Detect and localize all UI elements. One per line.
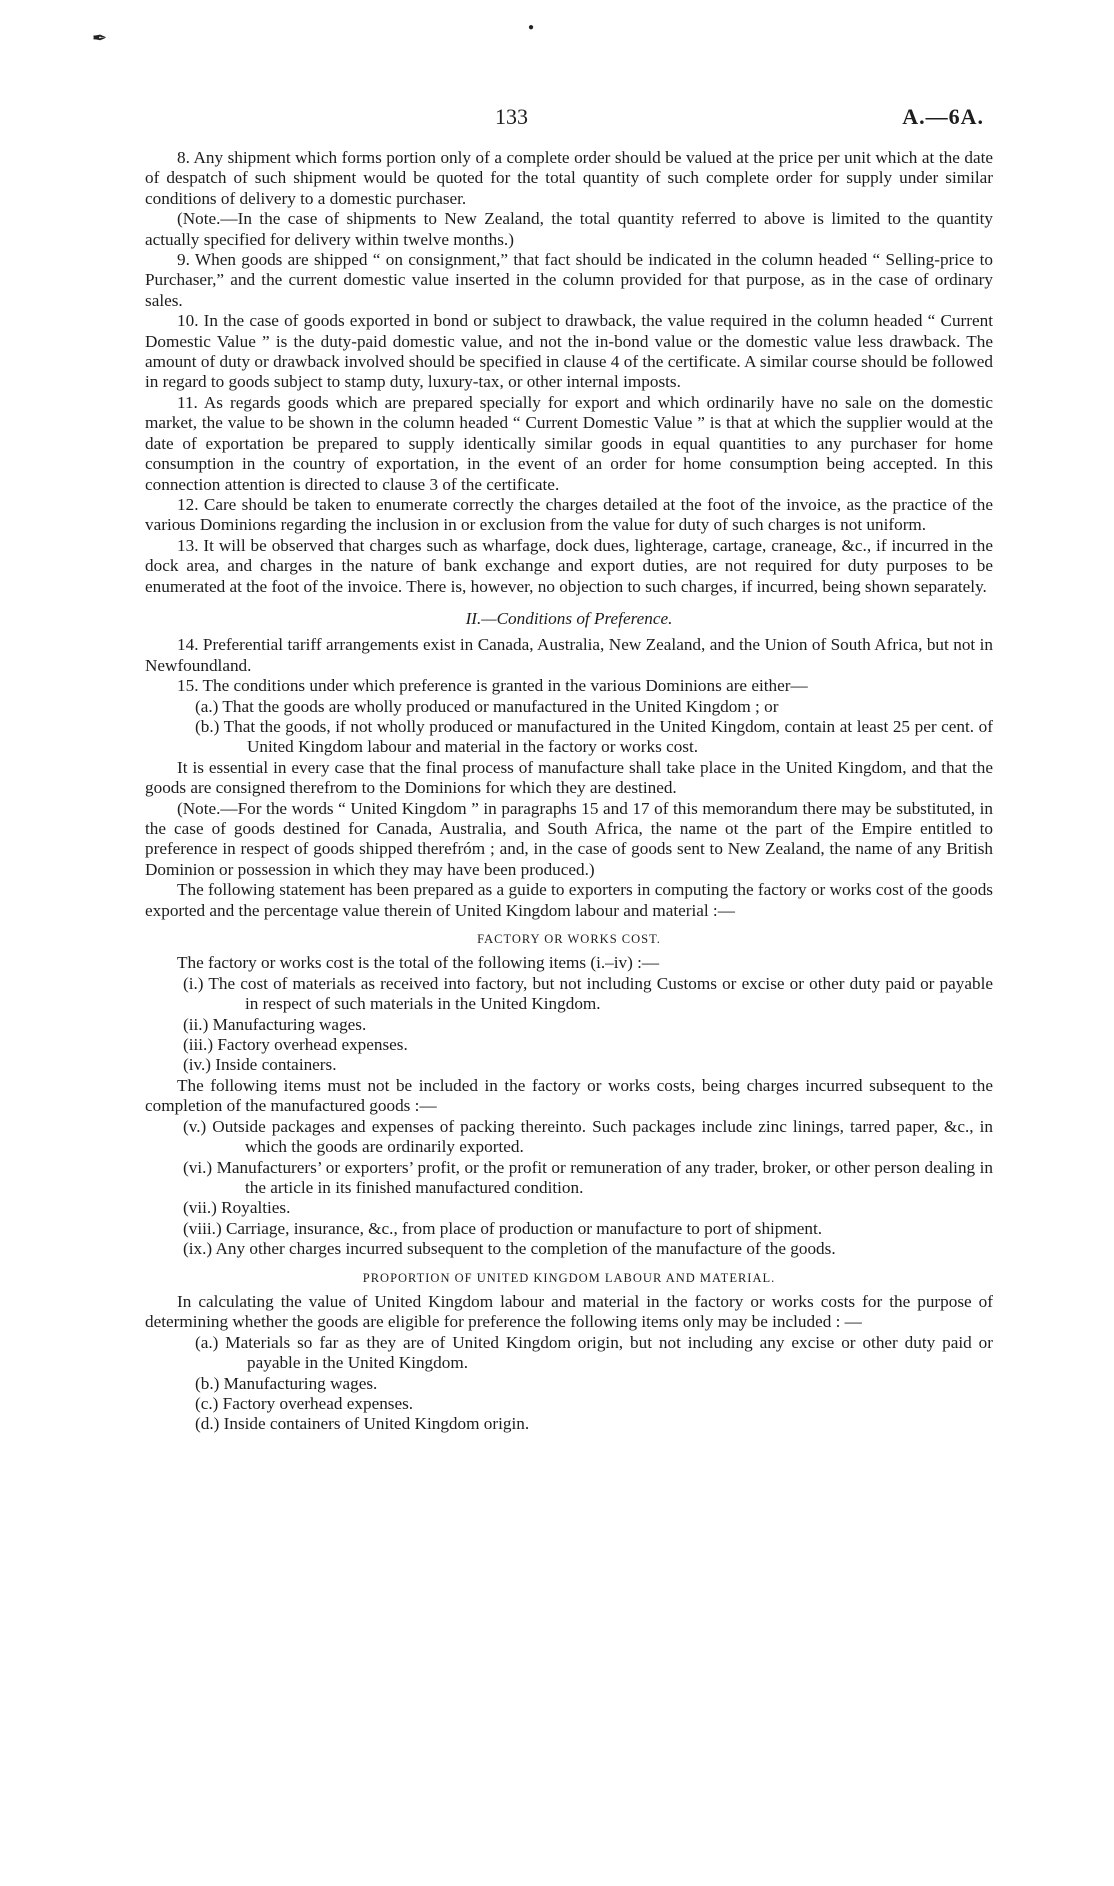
paragraph-final-process: It is essential in every case that the final process of manufacture shall take place in the United Kingdom, and that the goods are consigned therefrom to the Dominions for which they are destined. [145, 757, 993, 798]
factory-cost-intro: The factory or works cost is the total of the following items (i.–iv) :— [177, 953, 660, 973]
factory-cost-item: (iii.) Factory overhead expenses. [183, 1035, 408, 1055]
proportion-heading: PROPORTION OF UNITED KINGDOM LABOUR AND MATERIAL. [362, 1270, 776, 1285]
proportion-item: (c.) Factory overhead expenses. [195, 1393, 414, 1413]
paragraph-9: 9. When goods are shipped “ on consignment,” that fact should be indicated in the column headed “ Selling-price to Purchaser,” and the current domestic value inserted in the column provided for that purpose, as in the case of ordinary sales. [145, 250, 993, 310]
exclusion-item: (vii.) Royalties. [183, 1198, 291, 1218]
document-body [145, 148, 993, 1435]
paragraph-12: 12. Care should be taken to enumerate correctly the charges detailed at the foot of the invoice, as the practice of the various Dominions regarding the inclusion in or exclusion from the value for duty of such charges is not uniform. [145, 494, 993, 535]
exclusion-item: (v.) Outside packages and expenses of packing thereinto. Such packages include zinc linings, tarred paper, &c., in which the goods are ordinarily exported. [183, 1116, 993, 1157]
condition-item: (a.) That the goods are wholly produced or manufactured in the United Kingdom ; or [195, 696, 779, 716]
paragraph-13: 13. It will be observed that charges such as wharfage, dock dues, lighterage, cartage, craneage, &c., if incurred in the dock area, and charges in the nature of bank exchange and export duties, are not required for duty purposes to be enumerated at the foot of the invoice. There is, however, no objection to such charges, if incurred, being shown separately. [145, 535, 993, 596]
condition-item: (b.) That the goods, if not wholly produced or manufactured in the United Kingdom, contain at least 25 per cent. of United Kingdom labour and material in the factory or works cost. [195, 716, 993, 757]
exclusion-item: (viii.) Carriage, insurance, &c., from place of production or manufacture to port of shipment. [183, 1218, 823, 1238]
exclusion-item: (vi.) Manufacturers’ or exporters’ profit, or the profit or remuneration of any trader, broker, or other person dealing in the article in its finished manufactured condition. [183, 1157, 993, 1197]
factory-cost-item: (i.) The cost of materials as received into factory, but not including Customs or excise or other duty paid or payable in respect of such materials in the United Kingdom. [183, 973, 993, 1014]
document-code: A.—6A. [902, 104, 984, 129]
paragraph-statement-guide: The following statement has been prepared as a guide to exporters in computing the factory or works cost of the goods exported and the percentage value therein of United Kingdom labour and material :— [145, 880, 993, 920]
proportion-item: (a.) Materials so far as they are of United Kingdom origin, but not including any excise or other duty paid or payable in the United Kingdom. [195, 1332, 993, 1373]
ink-dot: ● [528, 22, 535, 33]
note-paragraph-8: (Note.—In the case of shipments to New Zealand, the total quantity referred to above is limited to the quantity actually specified for delivery within twelve months.) [145, 209, 993, 249]
note-united-kingdom: (Note.—For the words “ United Kingdom ” in paragraphs 15 and 17 of this memorandum there may be substituted, in the case of goods destined for Canada, Australia, and South Africa, the name ot the part of the Empire entitled to preference in respect of goods shipped therefróm ; and, in the case of goods sent to New Zealand, the name of any British Dominion or possession in which they may have been produced.) [145, 798, 993, 879]
factory-cost-item: (iv.) Inside containers. [183, 1055, 337, 1075]
paragraph-11: 11. As regards goods which are prepared specially for export and which ordinarily have no sale on the domestic market, the value to be shown in the column headed “ Current Domestic Value ” is that at which the supplier would at the date of exportation be prepared to supply identically similar goods in equal quantities to any purchaser for home consumption in the country of exportation, in the event of an order for home consumption being accepted. In this connection attention is directed to clause 3 of the certificate. [145, 392, 993, 494]
proportion-item: (b.) Manufacturing wages. [195, 1373, 378, 1393]
proportion-intro: In calculating the value of United Kingdom labour and material in the factory or works costs for the purpose of determining whether the goods are eligible for preference the following items only may be included : — [145, 1291, 993, 1332]
paragraph-14: 14. Preferential tariff arrangements exist in Canada, Australia, New Zealand, and the Union of South Africa, but not in Newfoundland. [145, 635, 993, 675]
factory-cost-heading: FACTORY OR WORKS COST. [477, 932, 661, 947]
paragraph-10: 10. In the case of goods exported in bond or subject to drawback, the value required in the column headed “ Current Domestic Value ” is the duty-paid domestic value, and not the in-bond value or the domestic value less drawback. The amount of duty or drawback involved should be specified in clause 4 of the certificate. A similar course should be followed in regard to goods subject to stamp duty, luxury-tax, or other internal imposts. [145, 311, 993, 392]
exclusion-item: (ix.) Any other charges incurred subsequent to the completion of the manufacture of the goods. [183, 1239, 836, 1259]
page-header [0, 104, 1114, 134]
paragraph-15: 15. The conditions under which preference is granted in the various Dominions are either— [177, 676, 808, 696]
proportion-item: (d.) Inside containers of United Kingdom origin. [195, 1414, 530, 1434]
ink-mark: ✒ [92, 28, 108, 48]
factory-cost-item: (ii.) Manufacturing wages. [183, 1014, 367, 1034]
page-number: 133 [495, 104, 528, 129]
section-heading: II.—Conditions of Preference. [465, 608, 673, 628]
exclusion-intro: The following items must not be included in the factory or works costs, being charges incurred subsequent to the completion of the manufactured goods :— [145, 1075, 993, 1116]
paragraph-8: 8. Any shipment which forms portion only of a complete order should be valued at the price per unit which at the date of despatch of such shipment would be quoted for the total quantity of such complete order for supply under similar conditions of delivery to a domestic purchaser. [145, 148, 993, 208]
